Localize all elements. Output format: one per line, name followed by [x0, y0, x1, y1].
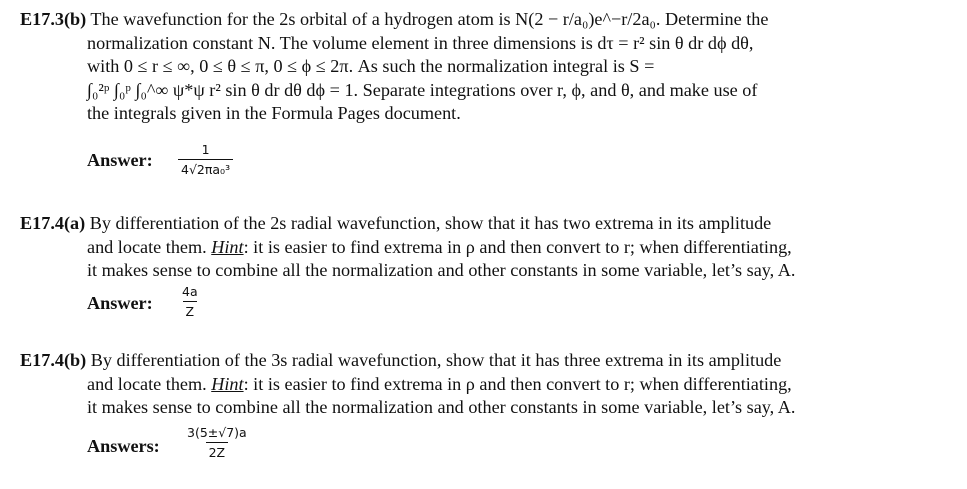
exercise-label: E17.4(a): [20, 213, 86, 233]
e17-3b-line-4: ∫₀²ᵖ ∫₀ᵖ ∫₀^∞ ψ*ψ r² sin θ dr dθ dϕ = 1. Separate integrations over r, ϕ, and θ, and make use of: [87, 79, 758, 100]
e17-3b-line-2: normalization constant N. The volume element in three dimensions is dτ = r² sin θ dr dϕ dθ,: [87, 32, 754, 53]
exercise-label: E17.4(b): [20, 350, 87, 370]
answer-label: Answer:: [87, 293, 153, 313]
exercise-text: By differentiation of the 3s radial wavefunction, show that it has three extrema in its amplitude: [86, 350, 782, 370]
e17-4a-line-2: [20, 236, 943, 260]
line-text: and locate them.: [87, 236, 212, 257]
line-text: : it is easier to find extrema in ρ and then convert to r; when differentiating,: [243, 236, 792, 257]
answer-label: Answers:: [87, 436, 160, 456]
answer-fraction: [178, 284, 202, 319]
answer-label: Answer:: [87, 150, 153, 170]
exercise-text: By differentiation of the 2s radial wavefunction, show that it has two extrema in its amplitude: [85, 213, 772, 233]
answer-denominator: 2Z: [206, 442, 229, 460]
e17-4b-line-2: [20, 373, 943, 397]
line-text: : it is easier to find extrema in ρ and then convert to r; when differentiating,: [243, 373, 792, 394]
answer-fraction: [178, 142, 233, 177]
e17-4a-line-3: it makes sense to combine all the normalization and other constants in some variable, let’s say, A.: [87, 260, 796, 280]
exercise-e17-4a: [20, 212, 943, 283]
hint-label: Hint: [211, 373, 244, 394]
e17-4b-line-3: it makes sense to combine all the normalization and other constants in some variable, let’s say, A.: [87, 397, 796, 417]
answer-denominator: 4√2πa₀³: [178, 159, 233, 177]
e17-3b-line-5: the integrals given in the Formula Pages document.: [87, 103, 461, 123]
answer-numerator: 3(5±√7)a: [187, 425, 247, 440]
e17-4b-line-1: [20, 349, 943, 373]
answer-denominator: Z: [183, 301, 198, 319]
e17-3b-line-3: with 0 ≤ r ≤ ∞, 0 ≤ θ ≤ π, 0 ≤ ϕ ≤ 2π. As such the normalization integral is S =: [87, 56, 655, 76]
line-text: and locate them.: [87, 373, 212, 394]
answer-numerator: 4a: [182, 284, 198, 299]
exercise-label: E17.3(b): [20, 9, 87, 29]
hint-label: Hint: [211, 236, 244, 257]
answer-numerator: 1: [201, 142, 210, 157]
exercise-e17-4b: [20, 349, 943, 420]
answer-fraction: [183, 425, 251, 460]
exercise-text: The wavefunction for the 2s orbital of a hydrogen atom is N(2 − r/a₀)e^−r/2a₀. Determine the: [86, 9, 769, 29]
e17-3b-line-1: [20, 8, 943, 32]
e17-4a-line-1: [20, 212, 943, 236]
exercise-e17-3b: [20, 8, 943, 126]
